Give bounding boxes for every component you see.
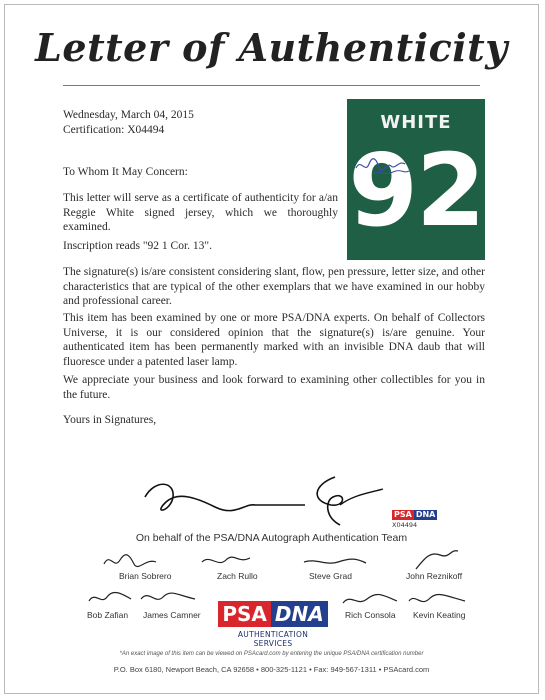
psa-dna-logo — [221, 601, 325, 648]
footer-address: P.O. Box 6180, Newport Beach, CA 92658 • 800-325-1121 • Fax: 949-567-1311 • PSAcard.com — [113, 665, 430, 674]
letter-meta — [63, 108, 194, 138]
jersey-number: 92 — [348, 132, 484, 249]
letter-paragraph-1: This letter will serve as a certificate of authenticity for a/an Reggie White signed jersey, which we thoroughly examined. — [63, 192, 338, 233]
letter-paragraph-5: We appreciate your business and look forward to examining other collectibles for you in the future. — [63, 374, 485, 401]
signer-name: James Camner — [143, 610, 201, 620]
psa-logo-text: PSA — [218, 601, 271, 627]
letter-closing: Yours in Signatures, — [63, 414, 157, 426]
letter-date: Wednesday, March 04, 2015 — [63, 109, 194, 121]
jersey-name: WHITE — [380, 112, 452, 133]
lead-signature-icon — [135, 467, 395, 537]
cert-badge-logo — [392, 510, 437, 520]
letter-paragraph-4: This item has been examined by one or more PSA/DNA experts. On behalf of Collectors Universe, it is our considered opinion that the signature(s) is/are genuine. Your authenticated item has been permanently marked with an invisible DNA daub that will fluoresce under a patented laser lamp. — [63, 312, 485, 368]
signer-name: Rich Consola — [345, 610, 396, 620]
cert-badge-dna: DNA — [415, 510, 436, 519]
letter-title: Letter of Authenticity — [35, 25, 508, 70]
letter-paragraph-3: The signature(s) is/are consistent considering slant, flow, pen pressure, letter size, and other characteristics that are typical of the other exemplars that we have examined in our hobby and professional career. — [63, 266, 485, 307]
certification-number: Certification: X04494 — [63, 124, 165, 136]
signature-icon — [302, 554, 368, 570]
signature-icon — [85, 587, 135, 609]
signer-name: Bob Zafian — [87, 610, 129, 620]
signature-icon — [410, 545, 462, 573]
letter-page — [4, 4, 539, 694]
footer-note: *An exact image of this item can be viewed on PSAcard.com by entering the unique PSA/DNA certification number — [119, 651, 424, 657]
jersey-signature-icon — [353, 154, 413, 180]
team-line: On behalf of the PSA/DNA Autograph Authentication Team — [135, 532, 408, 544]
cert-badge-number: X04494 — [392, 521, 418, 529]
signature-icon — [198, 552, 254, 572]
jersey-photo — [347, 99, 485, 260]
title-divider — [63, 85, 480, 86]
signature-icon — [137, 587, 199, 609]
signature-icon — [339, 589, 401, 611]
dna-logo-text: DNA — [271, 601, 328, 627]
signature-icon — [405, 589, 469, 611]
signer-name: Kevin Keating — [413, 610, 466, 620]
psa-dna-logo-mark — [221, 601, 325, 627]
authentication-services-label: AUTHENTICATION SERVICES — [237, 630, 309, 648]
cert-badge-psa: PSA — [394, 510, 412, 519]
cert-badge — [392, 510, 437, 529]
signer-name: John Reznikoff — [406, 571, 463, 581]
signer-name: Zach Rullo — [217, 571, 258, 581]
signer-name: Steve Grad — [309, 571, 352, 581]
letter-paragraph-2: Inscription reads "92 1 Cor. 13". — [63, 240, 212, 252]
letter-greeting: To Whom It May Concern: — [63, 166, 188, 178]
signer-name: Brian Sobrero — [119, 571, 172, 581]
